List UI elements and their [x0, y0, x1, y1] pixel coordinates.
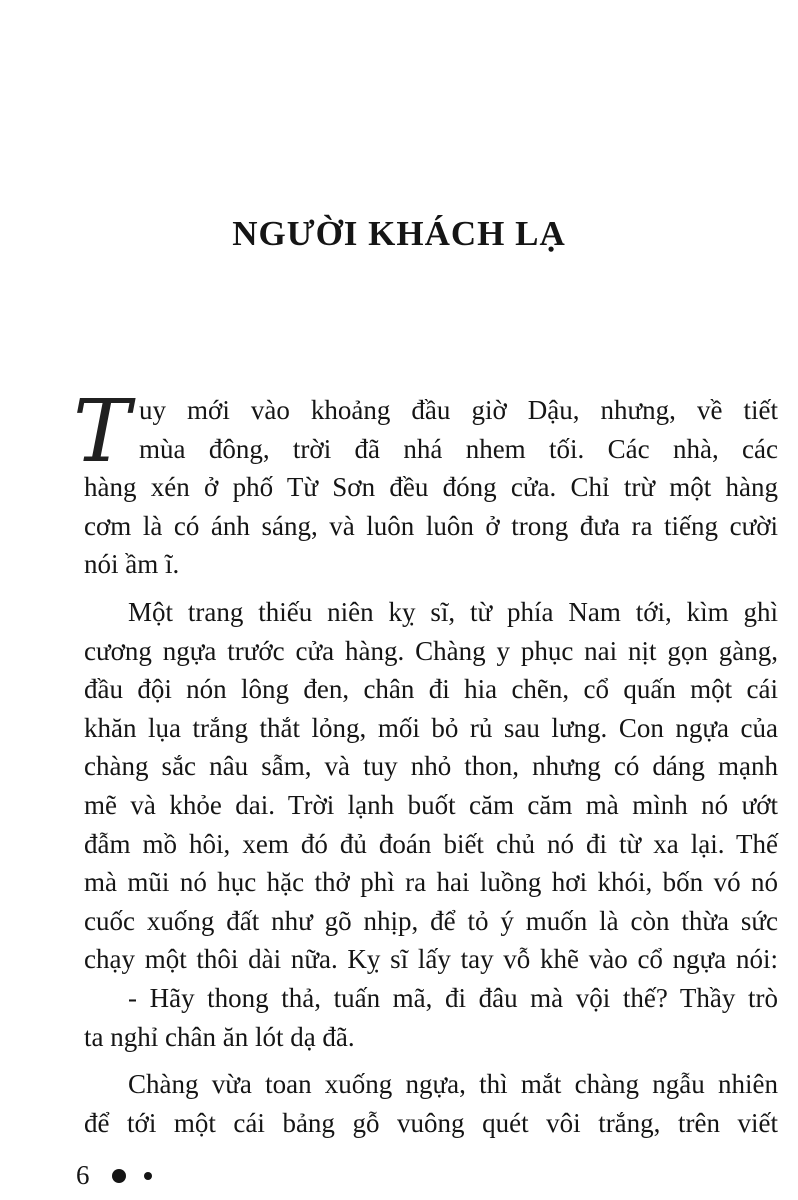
drop-cap: T: [73, 382, 131, 482]
text-line: Chàng vừa toan xuống ngựa, thì mắt chàng ngẫu nhiên: [128, 1069, 778, 1100]
text-line: - Hãy thong thả, tuấn mã, đi đâu mà vội thế? Thầy trò: [128, 982, 778, 1013]
text-line: Một trang thiếu niên kỵ sĩ, từ phía Nam tới, kìm ghì: [128, 596, 778, 627]
text-line: cơm là có ánh sáng, và luôn luôn ở trong đưa ra tiếng cười: [84, 510, 778, 541]
paragraph-3: [84, 979, 778, 1056]
paragraph-2: [84, 593, 778, 979]
bullet-ornament-large: [112, 1169, 126, 1183]
text-line: mà mũi nó hục hặc thở phì ra hai luồng hơi khói, bốn vó nó: [84, 867, 778, 898]
text-line: ta nghỉ chân ăn lót dạ đã.: [84, 1021, 355, 1052]
text-line: cuốc xuống đất như gõ nhịp, để tỏ ý muốn là còn thừa sức: [84, 905, 778, 936]
paragraph-1: [73, 382, 778, 584]
text-line: chạy một thôi dài nữa. Kỵ sĩ lấy tay vỗ khẽ vào cổ ngựa nói:: [84, 944, 778, 975]
text-line: mùa đông, trời đã nhá nhem tối. Các nhà, các: [139, 433, 778, 464]
bullet-ornament-small: [144, 1172, 152, 1180]
text-line: cương ngựa trước cửa hàng. Chàng y phục nai nịt gọn gàng,: [84, 635, 778, 666]
text-line: đẫm mồ hôi, xem đó đủ đoán biết chủ nó đi từ xa lại. Thế: [84, 828, 778, 859]
text-line: nói ầm ĩ.: [84, 549, 180, 580]
body-text: [73, 382, 778, 1142]
text-line: đầu đội nón lông đen, chân đi hia chẽn, cổ quấn một cái: [84, 674, 778, 705]
paragraph-4: [84, 1065, 778, 1142]
text-line: chàng sắc nâu sẫm, và tuy nhỏ thon, nhưng có dáng mạnh: [84, 751, 778, 782]
text-line: để tới một cái bảng gỗ vuông quét vôi trắng, trên viết: [84, 1107, 778, 1138]
chapter-title: NGƯỜI KHÁCH LẠ: [232, 214, 566, 253]
text-line: hàng xén ở phố Từ Sơn đều đóng cửa. Chỉ trừ một hàng: [84, 472, 778, 503]
page-footer: [76, 1160, 152, 1191]
text-line: khăn lụa trắng thắt lỏng, mối bỏ rủ sau lưng. Con ngựa của: [84, 712, 778, 743]
text-line: uy mới vào khoảng đầu giờ Dậu, nhưng, về tiết: [139, 395, 778, 425]
page-number: 6: [76, 1160, 90, 1190]
text-line: mẽ và khỏe dai. Trời lạnh buốt căm căm mà mình nó ướt: [84, 789, 778, 820]
